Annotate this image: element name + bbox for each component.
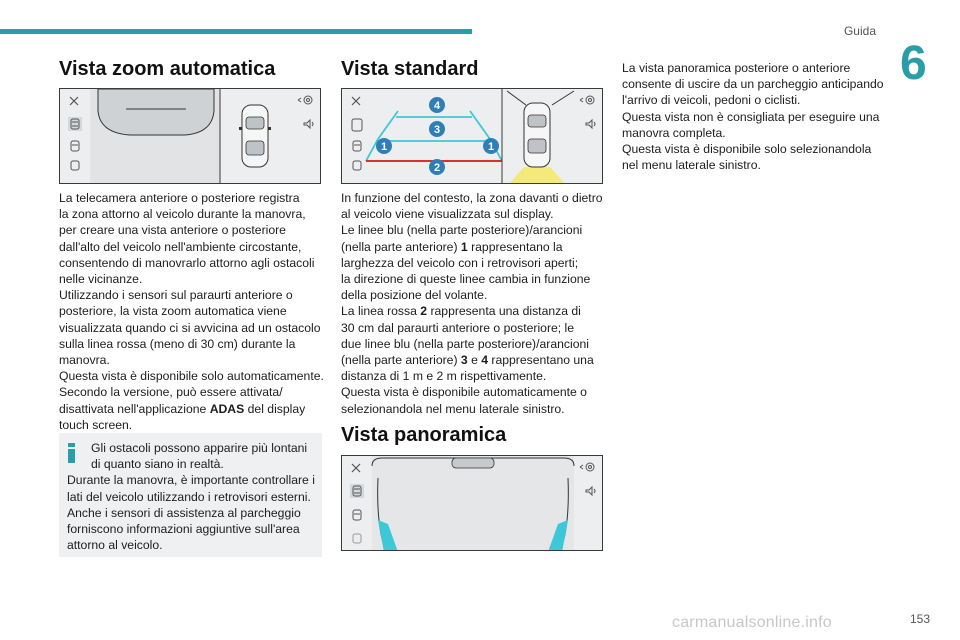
text-line: per creare una vista anteriore o posteriore <box>59 223 286 238</box>
section-title: Guida <box>843 24 876 38</box>
car-top-icon <box>239 105 271 167</box>
text-line: La telecamera anteriore o posteriore registra <box>59 191 300 205</box>
marker-1-left <box>376 138 392 154</box>
text-line: Secondo la versione, può essere attivata/ <box>59 385 283 400</box>
sensor-icon <box>353 510 361 520</box>
panoramic-view-screen <box>341 455 603 551</box>
heading-vista-zoom: Vista zoom automatica <box>59 58 276 80</box>
marker-1-right <box>483 138 499 154</box>
marker-4 <box>429 97 445 113</box>
text-line: visualizzata quando ci si avvicina ad un ostacolo <box>59 320 321 335</box>
text-line: attorno al veicolo. <box>67 538 163 553</box>
heading-vista-standard: Vista standard <box>341 58 479 80</box>
svg-text:4: 4 <box>433 100 441 112</box>
text-line: la zona attorno al veicolo durante la manovra, <box>59 207 306 222</box>
text-line: larghezza del veicolo con i retrovisori aperti; <box>341 255 579 270</box>
settings-icon <box>580 96 594 104</box>
text-line: nelle vicinanze. <box>59 272 143 287</box>
page-number: 153 <box>909 612 930 626</box>
settings-icon <box>298 96 312 104</box>
heading-vista-panoramica: Vista panoramica <box>341 424 507 446</box>
text-line: touch screen. <box>59 417 133 432</box>
zoom-view-text <box>59 190 329 433</box>
sensor-icon <box>353 141 361 151</box>
close-icon <box>352 97 360 105</box>
text-line: Gli ostacoli possono apparire più lontani <box>91 441 308 455</box>
text-line: Le linee blu (nella parte posteriore)/arancioni <box>341 223 583 238</box>
ref-number: 2 <box>420 304 428 319</box>
text-line: lati del veicolo utilizzando i retrovisori esterni. <box>67 489 311 504</box>
settings-icon <box>580 463 594 471</box>
sensor-icon <box>353 534 361 543</box>
text-span: rappresentano una <box>488 353 594 368</box>
text-line: consentendo di manovrarlo attorno agli ostacoli <box>59 255 315 270</box>
close-icon <box>70 97 78 105</box>
sound-icon <box>586 487 595 495</box>
text-span: (nella parte anteriore) <box>341 353 461 368</box>
sensor-icon <box>71 161 79 170</box>
car-top-icon <box>524 103 550 167</box>
ref-number: 1 <box>460 239 468 254</box>
text-line: distanza di 1 m e 2 m rispettivamente. <box>341 369 547 384</box>
sound-icon <box>586 120 595 128</box>
close-icon <box>352 464 360 472</box>
info-tip-box <box>59 433 322 557</box>
sensor-icon <box>71 141 79 151</box>
svg-text:1: 1 <box>380 141 388 153</box>
standard-view-text <box>341 190 611 417</box>
text-line: di quanto siano in realtà. <box>91 457 224 472</box>
text-line: Questa vista è disponibile solo automaticamente. <box>59 369 324 384</box>
text-line: In funzione del contesto, la zona davanti o dietro <box>341 191 603 205</box>
text-line: posteriore, la vista zoom automatica viene <box>59 304 287 319</box>
standard-view-screen <box>341 88 603 184</box>
sound-icon <box>304 120 313 128</box>
sensor-icon <box>352 119 362 131</box>
text-line: selezionandola nel menu laterale sinistro. <box>341 401 565 416</box>
text-line: sulla linea rossa (meno di 30 cm) durante la <box>59 336 296 351</box>
text-line <box>341 303 611 319</box>
svg-text:2: 2 <box>433 162 441 174</box>
text-line: al veicolo viene visualizzata sul display. <box>341 207 554 222</box>
text-line <box>59 401 329 417</box>
svg-text:1: 1 <box>487 141 495 153</box>
text-line: La vista panoramica posteriore o anteriore <box>622 61 851 75</box>
text-span: rappresentano la <box>467 239 563 254</box>
text-line: due linee blu (nella parte posteriore)/arancioni <box>341 336 589 351</box>
ref-number: 4 <box>481 353 489 368</box>
tip-text <box>67 440 319 553</box>
watermark: carmanualsonline.info <box>672 614 832 631</box>
text-line: dall'alto del veicolo nell'ambiente circostante, <box>59 239 302 254</box>
text-span: rappresenta una distanza di <box>427 304 581 319</box>
adas-label: ADAS <box>209 401 245 416</box>
text-line: Anche i sensori di assistenza al parcheggio <box>67 505 301 520</box>
marker-2 <box>429 159 445 175</box>
text-line: manovra completa. <box>622 125 726 140</box>
zoom-view-screen <box>59 88 321 184</box>
text-line: Questa vista non è consigliata per eseguire una <box>622 109 880 124</box>
text-line: forniscono informazioni aggiuntive sull'area <box>67 522 300 537</box>
panoramic-view-text <box>622 60 897 173</box>
text-line: Questa vista è disponibile automaticamente o <box>341 385 587 400</box>
text-line: della posizione del volante. <box>341 288 488 303</box>
text-span: La linea rossa <box>341 304 421 319</box>
text-line: Questa vista è disponibile solo selezionandola <box>622 142 872 157</box>
text-line: consente di uscire da un parcheggio anticipando <box>622 77 884 92</box>
text-line <box>341 352 611 368</box>
text-line: la direzione di queste linee cambia in funzione <box>341 272 591 287</box>
chapter-number: 6 <box>900 37 927 90</box>
text-line: manovra. <box>59 353 110 368</box>
header-accent-bar <box>0 29 472 34</box>
svg-text:3: 3 <box>433 124 441 136</box>
text-span: (nella parte anteriore) <box>341 239 461 254</box>
text-span: e <box>467 353 482 368</box>
text-line: Durante la manovra, è importante controllare i <box>67 473 315 488</box>
text-span: disattivata nell'applicazione <box>59 401 210 416</box>
text-line: nel menu laterale sinistro. <box>622 158 761 173</box>
ref-number: 3 <box>460 353 468 368</box>
text-line: Utilizzando i sensori sul paraurti anteriore o <box>59 288 293 303</box>
text-line: 30 cm dal paraurti anteriore o posteriore; le <box>341 320 575 335</box>
sensor-icon <box>353 161 361 170</box>
text-span: del display <box>244 401 306 416</box>
marker-3 <box>429 121 445 137</box>
text-line: l'arrivo di veicoli, pedoni o ciclisti. <box>622 93 801 108</box>
text-line <box>341 239 611 255</box>
